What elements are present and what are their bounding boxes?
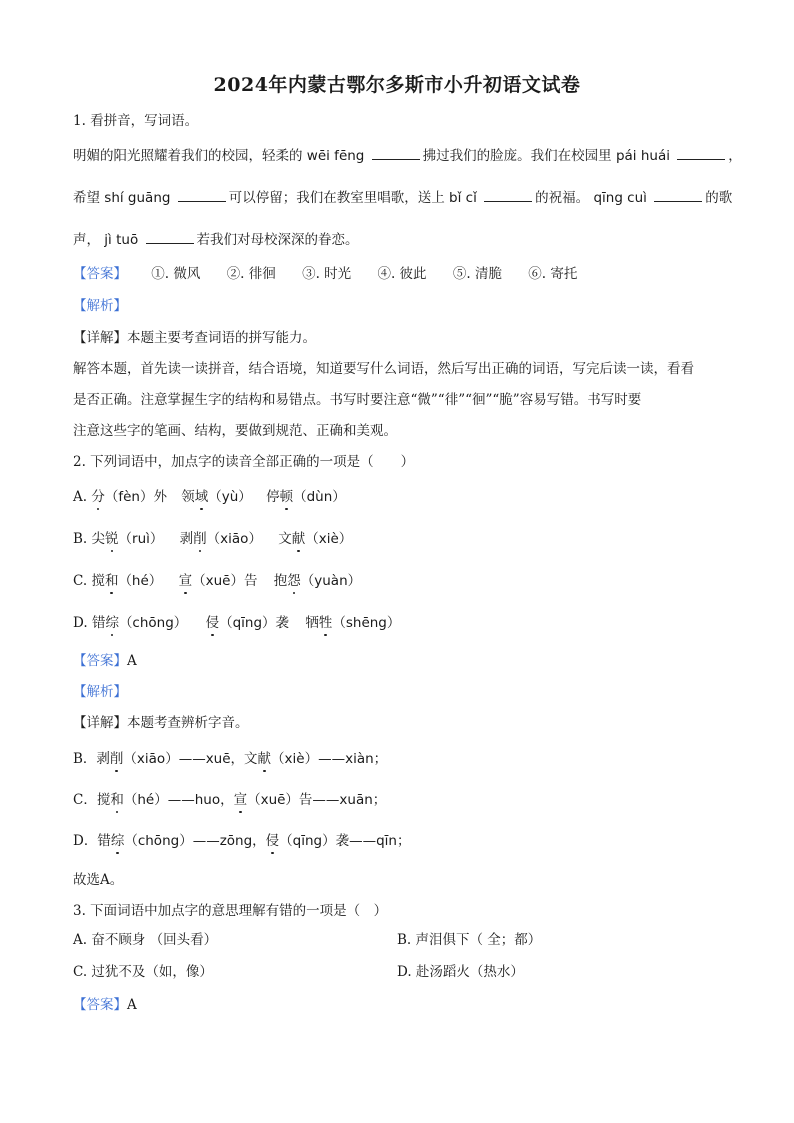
- q1-line-2: [73, 187, 733, 208]
- pinyin: （qīng）袭: [219, 615, 290, 631]
- word-char: 剥: [179, 531, 194, 547]
- q1-answer-row: [73, 264, 733, 284]
- q1-explain-1: 解答本题，首先读一读拼音，结合语境，知道要写什么词语，然后写出正确的词语，写完后读一读，看看: [73, 361, 694, 377]
- answer-value: A: [127, 653, 137, 669]
- dotted-char: 宣: [178, 573, 193, 589]
- dotted-char: 和: [104, 573, 119, 589]
- q2-option-c: [73, 571, 733, 591]
- q1-explain-3: 注意这些字的笔画、结构，要做到规范、正确和美观。: [73, 423, 397, 439]
- dotted-char: 献: [257, 751, 272, 767]
- q1-text: 的祝福。: [535, 190, 590, 206]
- pinyin: （chōng）——zōng，: [124, 833, 266, 849]
- dotted-char: 怨: [287, 573, 301, 589]
- answer-blank: [372, 145, 420, 160]
- pinyin: qīng cuì: [593, 190, 647, 206]
- word-char: 搅: [91, 573, 105, 589]
- q2-stem: 2. 下列词语中，加点字的读音全部正确的一项是（ ）: [73, 454, 415, 470]
- analysis-tag: 【解析】: [73, 298, 127, 314]
- q1-line-1: [73, 145, 742, 166]
- option-label: C．: [73, 792, 97, 808]
- q2-explain-c: [73, 790, 733, 810]
- analysis-tag: 【解析】: [73, 684, 127, 700]
- pinyin: （xiè）——xiàn；: [271, 751, 388, 767]
- pinyin: （xiè）: [305, 531, 353, 547]
- word-char: 牺: [305, 615, 319, 631]
- pinyin: bǐ cǐ: [449, 190, 477, 206]
- pinyin: （hé）——huo，: [123, 792, 234, 808]
- q2-option-d: [73, 613, 733, 633]
- dotted-char: 牲: [318, 615, 333, 631]
- detail-tag: 【详解】: [73, 715, 127, 731]
- q3-options-row-2: [73, 962, 733, 982]
- pinyin: （xiāo）: [206, 531, 262, 547]
- answer-item: ③. 时光: [302, 266, 352, 282]
- q3-option-c: C. 过犹不及（如，像）: [73, 964, 213, 980]
- pinyin: pái huái: [615, 148, 670, 164]
- q2-answer-row: [73, 651, 733, 671]
- q1-text: 的歌: [705, 190, 733, 206]
- dotted-char: 综: [110, 833, 125, 849]
- pinyin: shí guāng: [104, 190, 171, 206]
- answer-blank: [146, 229, 194, 244]
- dotted-char: 侵: [265, 833, 280, 849]
- word-char: 错: [91, 615, 106, 631]
- dotted-char: 和: [110, 792, 124, 808]
- q1-detail: [73, 328, 733, 348]
- answer-tag: 【答案】: [73, 653, 127, 669]
- q1-text: 拂过我们的脸庞。我们在校园里: [422, 148, 612, 164]
- option-label: C.: [73, 573, 92, 589]
- dotted-char: 削: [109, 751, 124, 767]
- pinyin: （chōng）: [118, 615, 188, 631]
- pinyin: （hé）: [118, 573, 163, 589]
- pinyin: （ruì）: [118, 531, 164, 547]
- dotted-char: 域: [194, 489, 209, 505]
- pinyin: （yù）: [208, 489, 252, 505]
- answer-item: ②. 徘徊: [226, 266, 276, 282]
- answer-item: ⑥. 寄托: [528, 266, 578, 282]
- dotted-char: 顿: [279, 489, 294, 505]
- option-label: A.: [73, 489, 92, 505]
- dotted-char: 侵: [205, 615, 220, 631]
- answer-blank: [654, 187, 702, 202]
- q3-option-d: D. 赴汤蹈火（热水）: [397, 964, 524, 980]
- answer-value: A: [127, 997, 137, 1013]
- pinyin: （xuē）告: [192, 573, 258, 589]
- q1-text: 声，: [73, 232, 100, 248]
- option-label: B.: [73, 531, 92, 547]
- q3-option-a: A. 奋不顾身 （回头看）: [73, 932, 218, 948]
- q2-detail: [73, 713, 733, 733]
- q1-text: 可以停留；我们在教室里唱歌，送上: [228, 190, 445, 206]
- word-char: 搅: [96, 792, 111, 808]
- option-label: D．: [73, 833, 98, 849]
- q3-option-b: B. 声泪俱下（ 全；都）: [397, 932, 542, 948]
- dotted-char: 综: [105, 615, 119, 631]
- pinyin: （xiāo）——xuē，: [123, 751, 245, 767]
- dotted-char: 献: [291, 531, 306, 547]
- pinyin: wēi fēng: [306, 148, 365, 164]
- q1-text: 若我们对母校深深的眷恋。: [196, 232, 359, 248]
- answer-tag: 【答案】: [73, 266, 127, 282]
- word-char: 剥: [96, 751, 110, 767]
- detail-text: 本题考查辨析字音。: [127, 715, 249, 731]
- pinyin: （shēng）: [332, 615, 401, 631]
- answer-tag: 【答案】: [73, 997, 127, 1013]
- pinyin: （dùn）: [293, 489, 346, 505]
- pinyin: jì tuō: [104, 232, 139, 248]
- q2-option-a: [73, 487, 733, 507]
- word-char: 停: [266, 489, 280, 505]
- answer-item: ④. 彼此: [377, 266, 427, 282]
- dotted-char: 削: [193, 531, 207, 547]
- word-char: 文: [244, 751, 258, 767]
- pinyin: （fèn）外: [104, 489, 167, 505]
- q2-explain-d: [73, 831, 733, 851]
- word-char: 领: [181, 489, 195, 505]
- q1-text: 希望: [73, 190, 100, 206]
- q2-conclusion: 故选A。: [73, 872, 124, 888]
- word-char: 抱: [273, 573, 288, 589]
- detail-tag: 【详解】: [73, 330, 127, 346]
- answer-blank: [677, 145, 725, 160]
- answer-item: ①. 微风: [151, 266, 201, 282]
- word-char: 尖: [91, 531, 106, 547]
- word-char: 错: [97, 833, 111, 849]
- pinyin: （yuàn）: [300, 573, 362, 589]
- pinyin: （qīng）袭——qīn；: [279, 833, 411, 849]
- detail-text: 本题主要考查词语的拼写能力。: [127, 330, 316, 346]
- q2-explain-b: [73, 749, 733, 769]
- dotted-char: 宣: [233, 792, 248, 808]
- q3-stem: 3. 下面词语中加点字的意思理解有错的一项是（ ）: [73, 903, 388, 919]
- q2-option-b: [73, 529, 733, 549]
- q1-explain-2: 是否正确。注意掌握生字的结构和易错点。书写时要注意“微”“徘”“徊”“脆”容易写错。书写时要: [73, 392, 642, 408]
- dotted-char: 锐: [105, 531, 119, 547]
- q3-answer-row: [73, 995, 733, 1015]
- q1-text: ，: [728, 148, 742, 164]
- page-title: 2024年内蒙古鄂尔多斯市小升初语文试卷: [213, 74, 581, 96]
- answer-item: ⑤. 清脆: [452, 266, 502, 282]
- answer-blank: [484, 187, 532, 202]
- option-label: D.: [73, 615, 92, 631]
- word-char: 文: [278, 531, 292, 547]
- q3-options-row-1: [73, 930, 733, 950]
- option-label: B．: [73, 751, 97, 767]
- q1-stem: 1. 看拼音，写词语。: [73, 113, 199, 129]
- answer-blank: [178, 187, 226, 202]
- pinyin: （xuē）告——xuān；: [247, 792, 387, 808]
- dotted-char: 分: [91, 489, 105, 505]
- q1-text: 明媚的阳光照耀着我们的校园，轻柔的: [73, 148, 303, 164]
- q1-line-3: [73, 229, 733, 250]
